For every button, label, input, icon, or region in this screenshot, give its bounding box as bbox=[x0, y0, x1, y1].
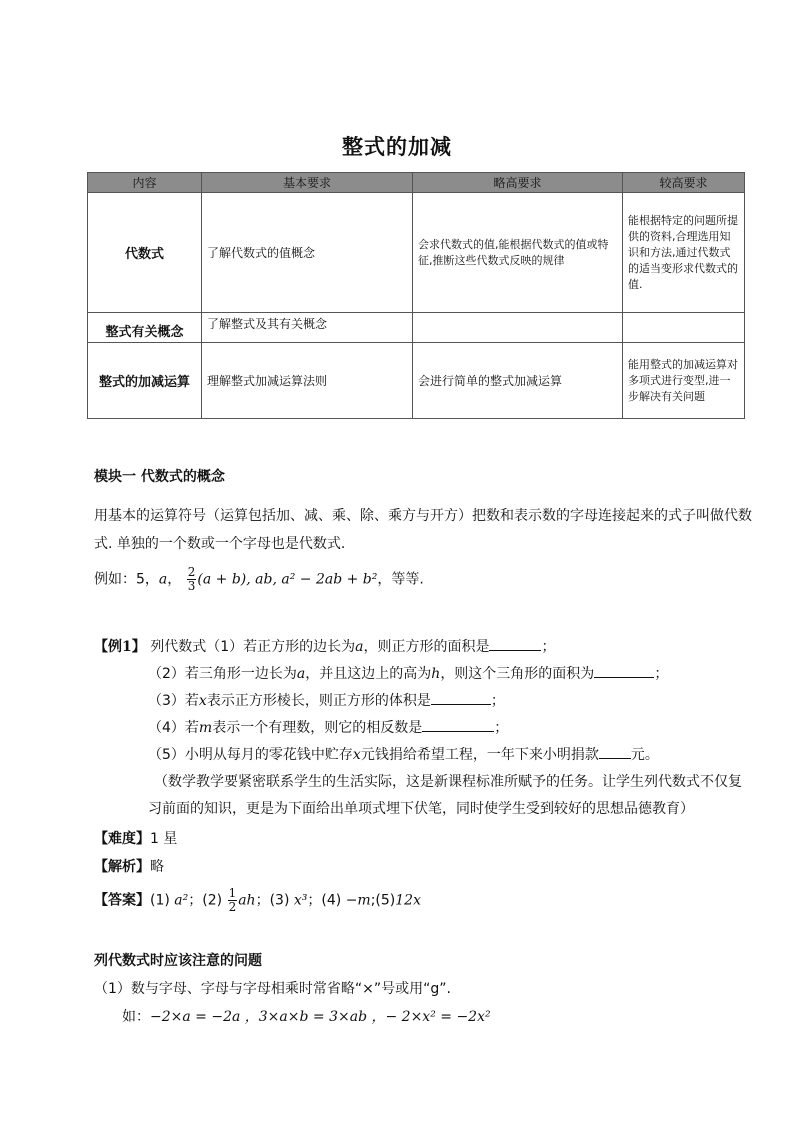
example-line bbox=[94, 566, 424, 593]
analysis-tag: 【解析】 bbox=[94, 859, 150, 875]
notes-heading: 列代数式时应该注意的问题 bbox=[94, 953, 262, 969]
table-row bbox=[88, 193, 745, 313]
answer-text: ；(4) bbox=[307, 892, 342, 909]
notes-example bbox=[122, 1006, 491, 1026]
notes-example-prefix: 如： bbox=[122, 1009, 150, 1025]
question-var: a bbox=[355, 639, 364, 655]
table-row bbox=[88, 343, 745, 419]
analysis-line bbox=[94, 856, 164, 876]
question-text: （2）若三角形一边长为 bbox=[148, 666, 297, 682]
definition-line: 用基本的运算符号（运算包括加、减、乘、除、乘方与开方）把数和表示数的字母连接起来的式子叫做代数 bbox=[94, 508, 752, 524]
example1-q5 bbox=[148, 744, 659, 764]
example-tag: 【例1】 bbox=[94, 639, 146, 655]
question-var: a bbox=[296, 666, 306, 682]
table-cell: 能根据特定的问题所提供的资料,合理选用知识和方法,通过代数式的适当变形求代数式的值. bbox=[623, 193, 745, 313]
question-var: x bbox=[198, 693, 207, 709]
table-header-row bbox=[88, 173, 745, 193]
difficulty-line bbox=[94, 828, 177, 848]
question-text: 元。 bbox=[630, 747, 659, 763]
answer-line bbox=[94, 887, 421, 914]
table-header-cell: 略高要求 bbox=[413, 173, 623, 193]
table-cell: 了解整式及其有关概念 bbox=[202, 313, 413, 343]
question-var: h bbox=[431, 666, 441, 682]
question-var: m bbox=[198, 720, 213, 736]
notes-example-math: −2×a = −2a ，3×a×b = 3×ab ，− 2×x² = −2x² bbox=[150, 1009, 491, 1025]
example-expression: (a + b), ab, a² − 2ab + b² bbox=[197, 571, 378, 588]
table-header-cell: 基本要求 bbox=[202, 173, 413, 193]
answer-text: ；(2) bbox=[188, 892, 223, 909]
notes-item: （1）数与字母、字母与字母相乘时常省略“×”号或用“g”. bbox=[94, 981, 451, 997]
question-text: 表示一个有理数，则它的相反数是 bbox=[212, 720, 423, 736]
example-sep: ， bbox=[167, 571, 182, 588]
answer-text: (1) bbox=[150, 892, 170, 909]
example-fraction bbox=[187, 566, 197, 593]
requirements-table bbox=[87, 172, 745, 419]
definition-line: 式. 单独的一个数或一个字母也是代数式. bbox=[94, 536, 346, 552]
difficulty-value: 1 星 bbox=[150, 831, 178, 847]
table-header-cell: 内容 bbox=[88, 173, 202, 193]
question-text: 列代数式（1）若正方形的边长为 bbox=[150, 639, 356, 655]
fraction-numerator: 2 bbox=[187, 565, 196, 579]
fraction-denominator: 2 bbox=[228, 900, 237, 914]
table-cell: 理解整式加减运算法则 bbox=[202, 343, 413, 419]
answer-blank[interactable] bbox=[489, 638, 541, 651]
table-cell: 会进行简单的整式加减运算 bbox=[413, 343, 623, 419]
question-text: 元钱捐给希望工程，一年下来小明捐款 bbox=[360, 747, 599, 763]
question-var: x bbox=[352, 747, 361, 763]
teaching-note-line: （数学教学要紧密联系学生的生活实际，这是新课程标准所赋予的任务。让学生列代数式不仅复 bbox=[154, 774, 742, 790]
answer-math: 12x bbox=[395, 892, 421, 909]
fraction-numerator: 1 bbox=[228, 886, 237, 900]
example-prefix: 例如：5， bbox=[94, 571, 159, 588]
module-heading: 模块一 代数式的概念 bbox=[94, 469, 225, 485]
table-cell: 了解代数式的值概念 bbox=[202, 193, 413, 313]
difficulty-tag: 【难度】 bbox=[94, 831, 150, 847]
answer-blank[interactable] bbox=[431, 692, 491, 705]
answer-math: −m bbox=[345, 892, 371, 909]
answer-math: a² bbox=[174, 892, 189, 909]
question-text: （4）若 bbox=[148, 720, 199, 736]
answer-blank[interactable] bbox=[422, 719, 494, 732]
table-header-cell: 较高要求 bbox=[623, 173, 745, 193]
example1-q4 bbox=[148, 717, 508, 737]
question-text: ； bbox=[541, 639, 556, 655]
table-cell: 会求代数式的值,能根据代数式的值或特征,推断这些代数式反映的规律 bbox=[413, 193, 623, 313]
teaching-note-line: 习前面的知识，更是为下面给出单项式埋下伏笔，同时使学生受到较好的思想品德教育） bbox=[148, 801, 694, 817]
question-text: ； bbox=[490, 693, 505, 709]
table-cell bbox=[413, 313, 623, 343]
question-text: （3）若 bbox=[148, 693, 199, 709]
question-text: ； bbox=[654, 666, 669, 682]
answer-blank[interactable] bbox=[599, 746, 631, 759]
answer-blank[interactable] bbox=[594, 665, 654, 678]
example-suffix: ，等等. bbox=[377, 571, 424, 588]
example1-q3 bbox=[148, 690, 505, 710]
answer-text: ;(5) bbox=[370, 892, 396, 909]
question-text: ，则这个三角形的面积为 bbox=[440, 666, 595, 682]
question-text: ； bbox=[494, 720, 509, 736]
table-row bbox=[88, 313, 745, 343]
analysis-value: 略 bbox=[150, 859, 164, 875]
question-text: ，并且这边上的高为 bbox=[305, 666, 432, 682]
definition-paragraph bbox=[94, 502, 774, 558]
answer-math: x³ bbox=[293, 892, 308, 909]
page-title: 整式的加减 bbox=[342, 135, 452, 159]
table-row-head: 整式有关概念 bbox=[88, 313, 202, 343]
example-var: a bbox=[158, 571, 168, 588]
table-row-head: 整式的加减运算 bbox=[88, 343, 202, 419]
example1-q2 bbox=[148, 663, 668, 683]
table-row-head: 代数式 bbox=[88, 193, 202, 313]
answer-math: ah bbox=[238, 892, 256, 909]
example1-q1 bbox=[94, 636, 555, 656]
question-text: 表示正方形棱长，则正方形的体积是 bbox=[206, 693, 431, 709]
table-cell: 能用整式的加减运算对多项式进行变型,进一步解决有关问题 bbox=[623, 343, 745, 419]
question-text: ，则正方形的面积是 bbox=[363, 639, 490, 655]
answer-fraction bbox=[228, 887, 238, 914]
fraction-denominator: 3 bbox=[187, 579, 196, 593]
answer-tag: 【答案】 bbox=[94, 892, 150, 909]
answer-text: ；(3) bbox=[255, 892, 290, 909]
question-text: （5）小明从每月的零花钱中贮存 bbox=[148, 747, 353, 763]
table-cell bbox=[623, 313, 745, 343]
